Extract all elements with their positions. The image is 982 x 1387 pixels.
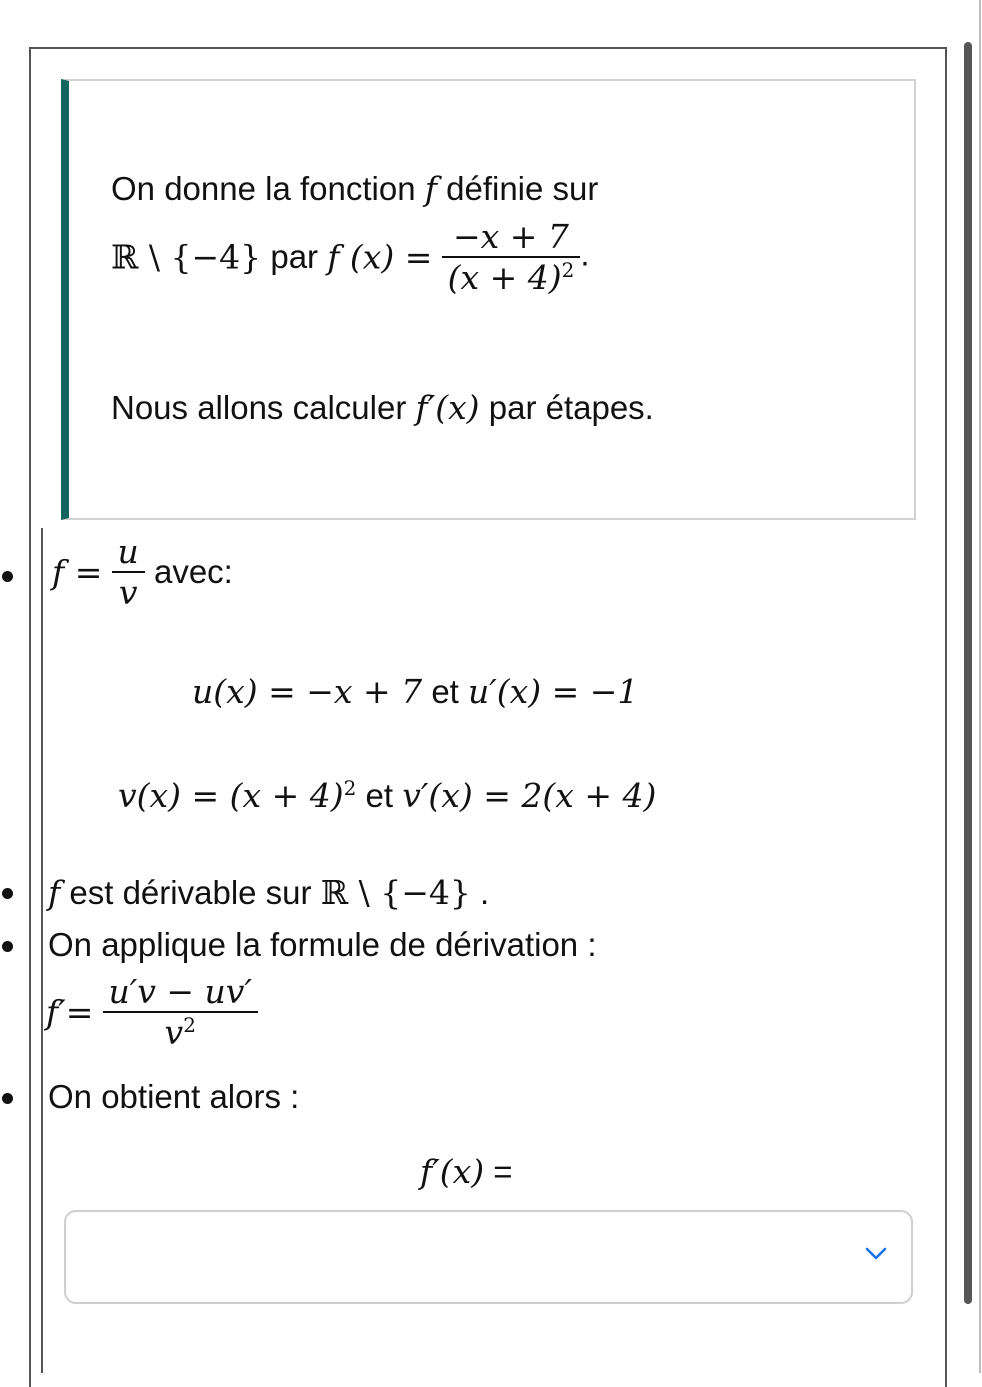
result-label: f′(x) =: [420, 1152, 513, 1191]
u-definition: u(x) = −x + 7 et u′(x) = −1: [192, 672, 639, 711]
window-edge: [979, 0, 981, 1373]
bullet: [2, 888, 13, 899]
bullet: [2, 941, 13, 952]
chevron-down-icon[interactable]: [863, 1240, 889, 1266]
step-quotient: f = $\frac{u}{v}$ avec:: [52, 532, 233, 612]
answer-dropdown[interactable]: [64, 1210, 913, 1304]
bullet: [2, 571, 13, 582]
steps-left-rule: [41, 528, 43, 1373]
scrollbar[interactable]: [964, 42, 972, 1304]
bullet: [2, 1093, 13, 1104]
step-result-intro: On obtient alors :: [48, 1078, 300, 1115]
function-fraction: $\frac{-x + 7}{(x + 4)^2}$: [442, 217, 581, 297]
u-over-v: $\frac{u}{v}$: [112, 532, 145, 612]
step-derivable: f est dérivable sur ℝ \ {−4} .: [48, 873, 490, 912]
derivative-formula: f′= $\frac{u'v - uv'}{v^2}$: [46, 972, 258, 1052]
intro-line-1: On donne la fonction f définie sur: [111, 169, 599, 208]
intro-card: [61, 79, 916, 520]
intro-line-3: Nous allons calculer f′(x) par étapes.: [111, 388, 654, 427]
v-definition: $v(x) = (x + 4)^2$ et v′(x) = 2(x + 4): [118, 776, 657, 815]
intro-line-2: ℝ \ {−4} par f (x) = $\frac{-x + 7}{(x + 4)^2}$ .: [111, 217, 590, 297]
step-formula-intro: On applique la formule de dérivation :: [48, 926, 597, 963]
